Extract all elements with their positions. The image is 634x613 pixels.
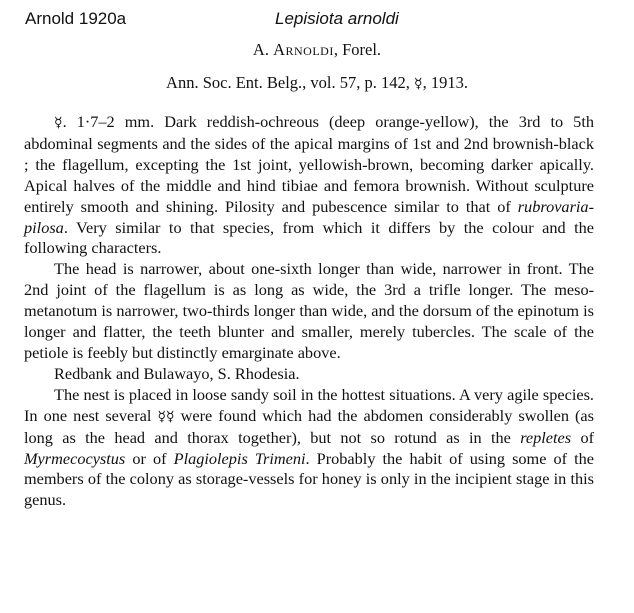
worker-symbol: ☿: [54, 115, 63, 131]
species-name-2: Plagiolepis Trimeni: [173, 448, 306, 468]
citation-text: Ann. Soc. Ent. Belg., vol. 57, p. 142,: [166, 73, 410, 92]
worker-symbol: ☿: [413, 76, 423, 92]
author-line: [0, 40, 634, 60]
citation-year: , 1913.: [422, 73, 468, 92]
nest-text-2: were found which had the abdomen considerably swollen (as long as the head and thorax together), but not so rotund as in the: [24, 405, 594, 447]
description-paragraph: [24, 112, 594, 259]
reference-label: Arnold 1920a: [25, 9, 127, 28]
citation-line: [0, 73, 634, 93]
worker-symbols: ☿☿: [157, 408, 175, 425]
head-paragraph: The head is narrower, about one-sixth longer than wide, narrower in front. The 2nd joint of the flagellum is as long as wide, the 3rd a trifle longer. The meso-metanotum is narrower, two-thirds longer than wide, and the dorsum of the epinotum is longer and flatter, the teeth blunter and smaller, merely tubercles. The scale of the petiole is feebly but distinctly emarginate above.: [24, 259, 594, 362]
species-name: rubrovaria-pilosa: [24, 196, 594, 237]
genus-name: Myrmecocystus: [24, 448, 126, 468]
nest-text-3: of: [580, 427, 595, 447]
nest-paragraph: [24, 385, 594, 511]
nest-text-4: or of: [132, 448, 167, 468]
description-text-end: . Very similar to that species, from which it differs by the colour and the following characters.: [24, 217, 594, 258]
author-surname: Arnoldi: [273, 40, 334, 59]
nest-text: The nest is placed in loose sandy soil in the hottest situations. A very agile species. In one nest several: [24, 384, 594, 425]
repletes-term: repletes: [520, 427, 572, 447]
nest-text-5: . Probably the habit of using some of the members of the colony as storage-vessels for honey is only in the incipient stage in this genus.: [24, 448, 595, 510]
locality-line: Redbank and Bulawayo, S. Rhodesia.: [54, 363, 300, 383]
description-text: . 1·7–2 mm. Dark reddish-ochreous (deep orange-yellow), the 3rd to 5th abdominal segments and the sides of the apical margins of 1st and 2nd brownish-black ; the flagellum, excepting the 1st joint, yellowish-brown, becoming darker apically. Apical halves of the middle and hind tibiae and femora brownish. Without sculpture entirely smooth and shining. Pilosity and pubescence similar to that of: [24, 112, 594, 216]
author-initial: A.: [252, 40, 269, 59]
taxon-title: Lepisiota arnoldi: [275, 9, 399, 28]
document-body: [24, 112, 594, 511]
author-rest: , Forel.: [333, 40, 382, 59]
